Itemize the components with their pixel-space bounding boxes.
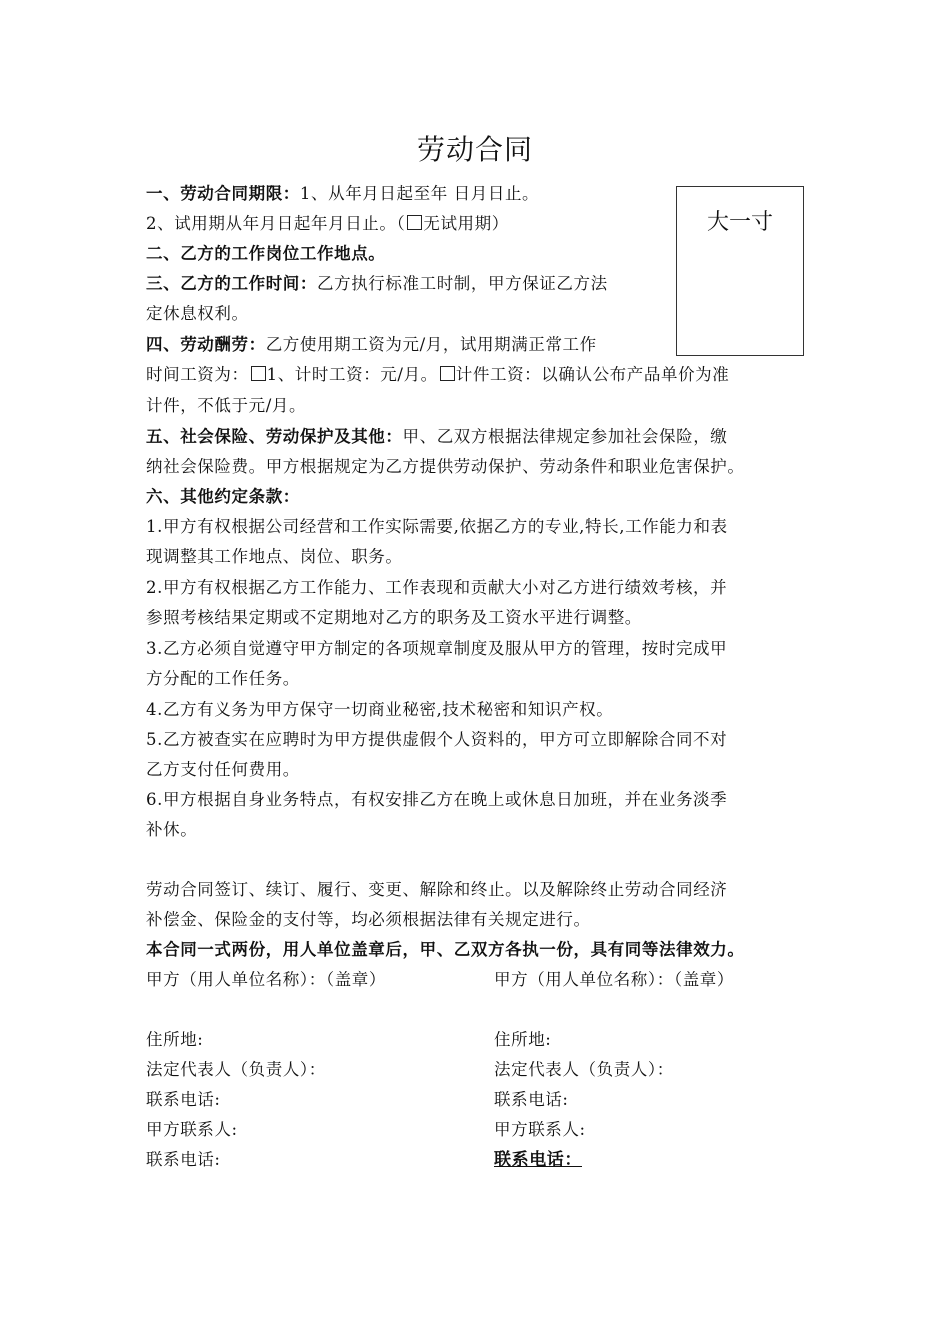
- photo-placeholder-label: 大一寸: [706, 210, 773, 235]
- time-wage-text: 1、计时工资：元/月。: [266, 365, 438, 384]
- time-wage-checkbox[interactable]: [251, 366, 266, 381]
- right-contact-phone-text: 联系电话：: [494, 1150, 582, 1169]
- clause-1-text: 1、从年月日起至年 日月日止。: [299, 184, 540, 203]
- right-contact-phone-label: [494, 1145, 582, 1175]
- clause-3-text: 乙方执行标准工时制，甲方保证乙方法: [317, 274, 608, 293]
- right-phone-label: 联系电话:: [494, 1090, 569, 1109]
- document-title: 劳动合同: [416, 133, 533, 166]
- clause-2-line: 二、乙方的工作岗位工作地点。: [146, 244, 386, 263]
- clause-5-text: 甲、乙双方根据法律规定参加社会保险，缴: [402, 427, 728, 446]
- left-contact-label: 甲方联系人:: [146, 1120, 238, 1139]
- clause-3-line: [146, 269, 608, 299]
- clause-1-line: [146, 179, 539, 209]
- right-contact-label: 甲方联系人:: [494, 1120, 586, 1139]
- clause-4-text: 乙方使用期工资为元/月，试用期满正常工作: [265, 335, 597, 354]
- no-probation-label: 无试用期）: [423, 214, 509, 233]
- clause-4-heading: 四、劳动酬劳：: [146, 335, 266, 354]
- term-6-line: 6.甲方根据自身业务特点，有权安排乙方在晚上或休息日加班，并在业务淡季: [146, 790, 728, 809]
- piece-wage-text: 计件工资：以确认公布产品单价为准: [455, 365, 730, 384]
- term-2-line: 2.甲方有权根据乙方工作能力、工作表现和贡献大小对乙方进行绩效考核，并: [146, 578, 728, 597]
- clause-4-line: [146, 330, 597, 360]
- term-3-line: 3.乙方必须自觉遵守甲方制定的各项规章制度及服从甲方的管理，按时完成甲: [146, 639, 728, 658]
- term-6-cont-line: 补休。: [146, 820, 198, 839]
- term-5-line: 5.乙方被查实在应聘时为甲方提供虚假个人资料的，甲方可立即解除合同不对: [146, 730, 728, 749]
- clause-6-heading: 六、其他约定条款：: [146, 487, 300, 506]
- clause-4-wage-line: [146, 360, 729, 390]
- left-party-name: 甲方（用人单位名称）：（盖章）: [146, 970, 386, 989]
- term-3-cont-line: 方分配的工作任务。: [146, 669, 300, 688]
- no-probation-checkbox[interactable]: [407, 215, 422, 230]
- photo-placeholder-box: [676, 186, 804, 356]
- clause-1-probation-line: [146, 209, 509, 239]
- right-legal-rep-label: 法定代表人（负责人）：: [494, 1060, 674, 1079]
- probation-text: 2、试用期从年月日起年月日止。（: [146, 214, 406, 233]
- right-address-label: 住所地:: [494, 1030, 552, 1049]
- term-4-line: 4.乙方有义务为甲方保守一切商业秘密,技术秘密和知识产权。: [146, 700, 614, 719]
- wage-label: 时间工资为：: [146, 365, 249, 384]
- clause-4-cont-line: 计件，不低于元/月。: [146, 396, 307, 415]
- piece-wage-checkbox[interactable]: [440, 366, 455, 381]
- clause-5-heading: 五、社会保险、劳动保护及其他：: [146, 427, 403, 446]
- term-1-line: 1.甲方有权根据公司经营和工作实际需要,依据乙方的专业,特长,工作能力和表: [146, 517, 728, 536]
- right-party-name: 甲方（用人单位名称）：（盖章）: [494, 970, 734, 989]
- left-address-label: 住所地:: [146, 1030, 204, 1049]
- left-contact-phone-label: 联系电话:: [146, 1150, 221, 1169]
- clause-3-cont-line: 定休息权利。: [146, 304, 249, 323]
- copies-clause-line: 本合同一式两份，用人单位盖章后，甲、乙双方各执一份，具有同等法律效力。: [146, 940, 745, 959]
- clause-5-cont-line: 纳社会保险费。甲方根据规定为乙方提供劳动保护、劳动条件和职业危害保护。: [146, 457, 745, 476]
- left-phone-label: 联系电话:: [146, 1090, 221, 1109]
- left-legal-rep-label: 法定代表人（负责人）：: [146, 1060, 326, 1079]
- general-clause-line: 劳动合同签订、续订、履行、变更、解除和终止。以及解除终止劳动合同经济: [146, 880, 728, 899]
- clause-1-heading: 一、劳动合同期限：: [146, 184, 300, 203]
- term-1-cont-line: 现调整其工作地点、岗位、职务。: [146, 547, 403, 566]
- general-clause-cont-line: 补偿金、保险金的支付等，均必须根据法律有关规定进行。: [146, 910, 591, 929]
- clause-5-line: [146, 422, 727, 452]
- clause-3-heading: 三、乙方的工作时间：: [146, 274, 317, 293]
- term-5-cont-line: 乙方支付任何费用。: [146, 760, 300, 779]
- term-2-cont-line: 参照考核结果定期或不定期地对乙方的职务及工资水平进行调整。: [146, 608, 642, 627]
